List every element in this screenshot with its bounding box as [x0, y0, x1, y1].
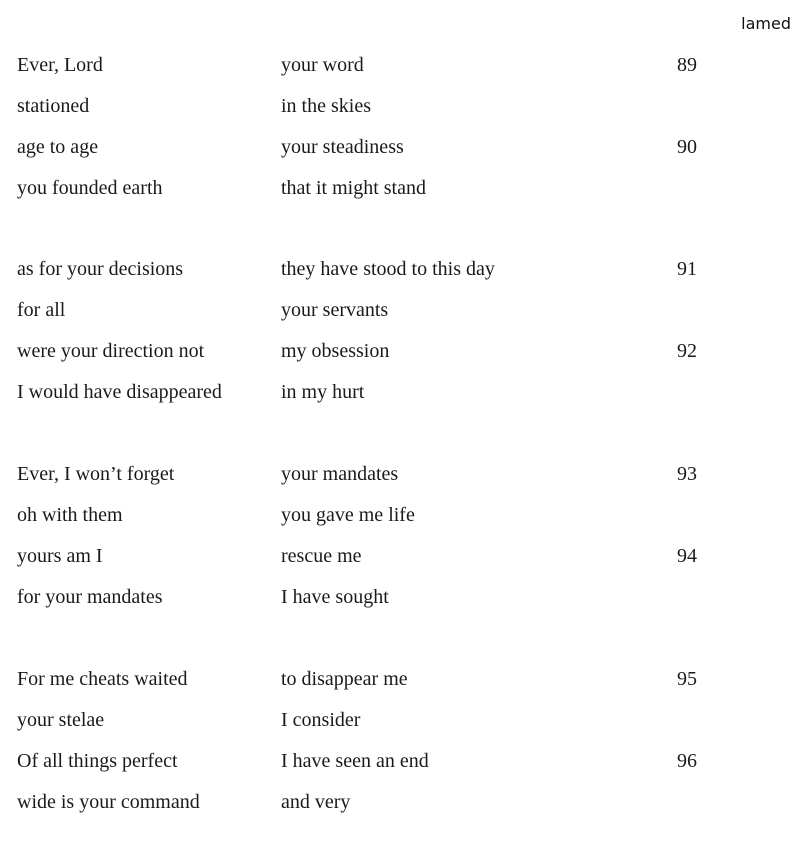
verse-line	[17, 667, 717, 708]
verse-second-half: I have sought	[281, 586, 389, 608]
section-heading: lamed	[741, 14, 791, 33]
verse-line	[17, 94, 717, 135]
verse-line	[17, 135, 717, 176]
verse-number: 89	[677, 54, 697, 76]
verse-line	[17, 298, 717, 339]
verse-first-half: For me cheats waited	[17, 668, 188, 690]
verse-second-half: you gave me life	[281, 504, 415, 526]
verse-first-half: your stelae	[17, 709, 105, 731]
verse-second-half: in the skies	[281, 95, 371, 117]
verse-line	[17, 257, 717, 298]
stanza	[17, 53, 717, 217]
verse-first-half: age to age	[17, 136, 99, 158]
verse-number: 92	[677, 340, 697, 362]
verse-second-half: in my hurt	[281, 381, 365, 403]
verse-line	[17, 339, 717, 380]
verse-first-half: I would have disappeared	[17, 381, 222, 403]
verse-line	[17, 585, 717, 626]
verse-first-half: for all	[17, 299, 66, 321]
verse-number: 90	[677, 136, 697, 158]
verse-second-half: your word	[281, 54, 364, 76]
verse-first-half: yours am I	[17, 545, 103, 567]
verse-second-half: to disappear me	[281, 668, 408, 690]
verse-second-half: my obsession	[281, 340, 390, 362]
verse-second-half: they have stood to this day	[281, 258, 495, 280]
verse-second-half: rescue me	[281, 545, 362, 567]
verse-first-half: were your direction not	[17, 340, 205, 362]
verse-first-half: oh with them	[17, 504, 123, 526]
verse-first-half: for your mandates	[17, 586, 163, 608]
verse-line	[17, 462, 717, 503]
verse-first-half: Of all things perfect	[17, 750, 178, 772]
verse-first-half: as for your decisions	[17, 258, 184, 280]
verse-line	[17, 544, 717, 585]
verse-number: 93	[677, 463, 697, 485]
verse-first-half: stationed	[17, 95, 90, 117]
stanza	[17, 462, 717, 626]
verse-line	[17, 790, 717, 831]
verse-second-half: and very	[281, 791, 351, 813]
verse-number: 91	[677, 258, 697, 280]
verse-line	[17, 53, 717, 94]
verse-line	[17, 176, 717, 217]
verse-second-half: that it might stand	[281, 177, 426, 199]
verse-first-half: you founded earth	[17, 177, 163, 199]
verse-second-half: I have seen an end	[281, 750, 429, 772]
verse-second-half: your servants	[281, 299, 389, 321]
verse-number: 94	[677, 545, 697, 567]
verse-second-half: your mandates	[281, 463, 399, 485]
verse-line	[17, 708, 717, 749]
verse-line	[17, 503, 717, 544]
verse-line	[17, 749, 717, 790]
verse-line	[17, 380, 717, 421]
stanza	[17, 257, 717, 421]
verse-first-half: Ever, I won’t forget	[17, 463, 175, 485]
verse-first-half: Ever, Lord	[17, 54, 103, 76]
stanza	[17, 667, 717, 831]
verse-number: 95	[677, 668, 697, 690]
verse-second-half: your steadiness	[281, 136, 404, 158]
verse-first-half: wide is your command	[17, 791, 200, 813]
verse-number: 96	[677, 750, 697, 772]
verse-second-half: I consider	[281, 709, 361, 731]
